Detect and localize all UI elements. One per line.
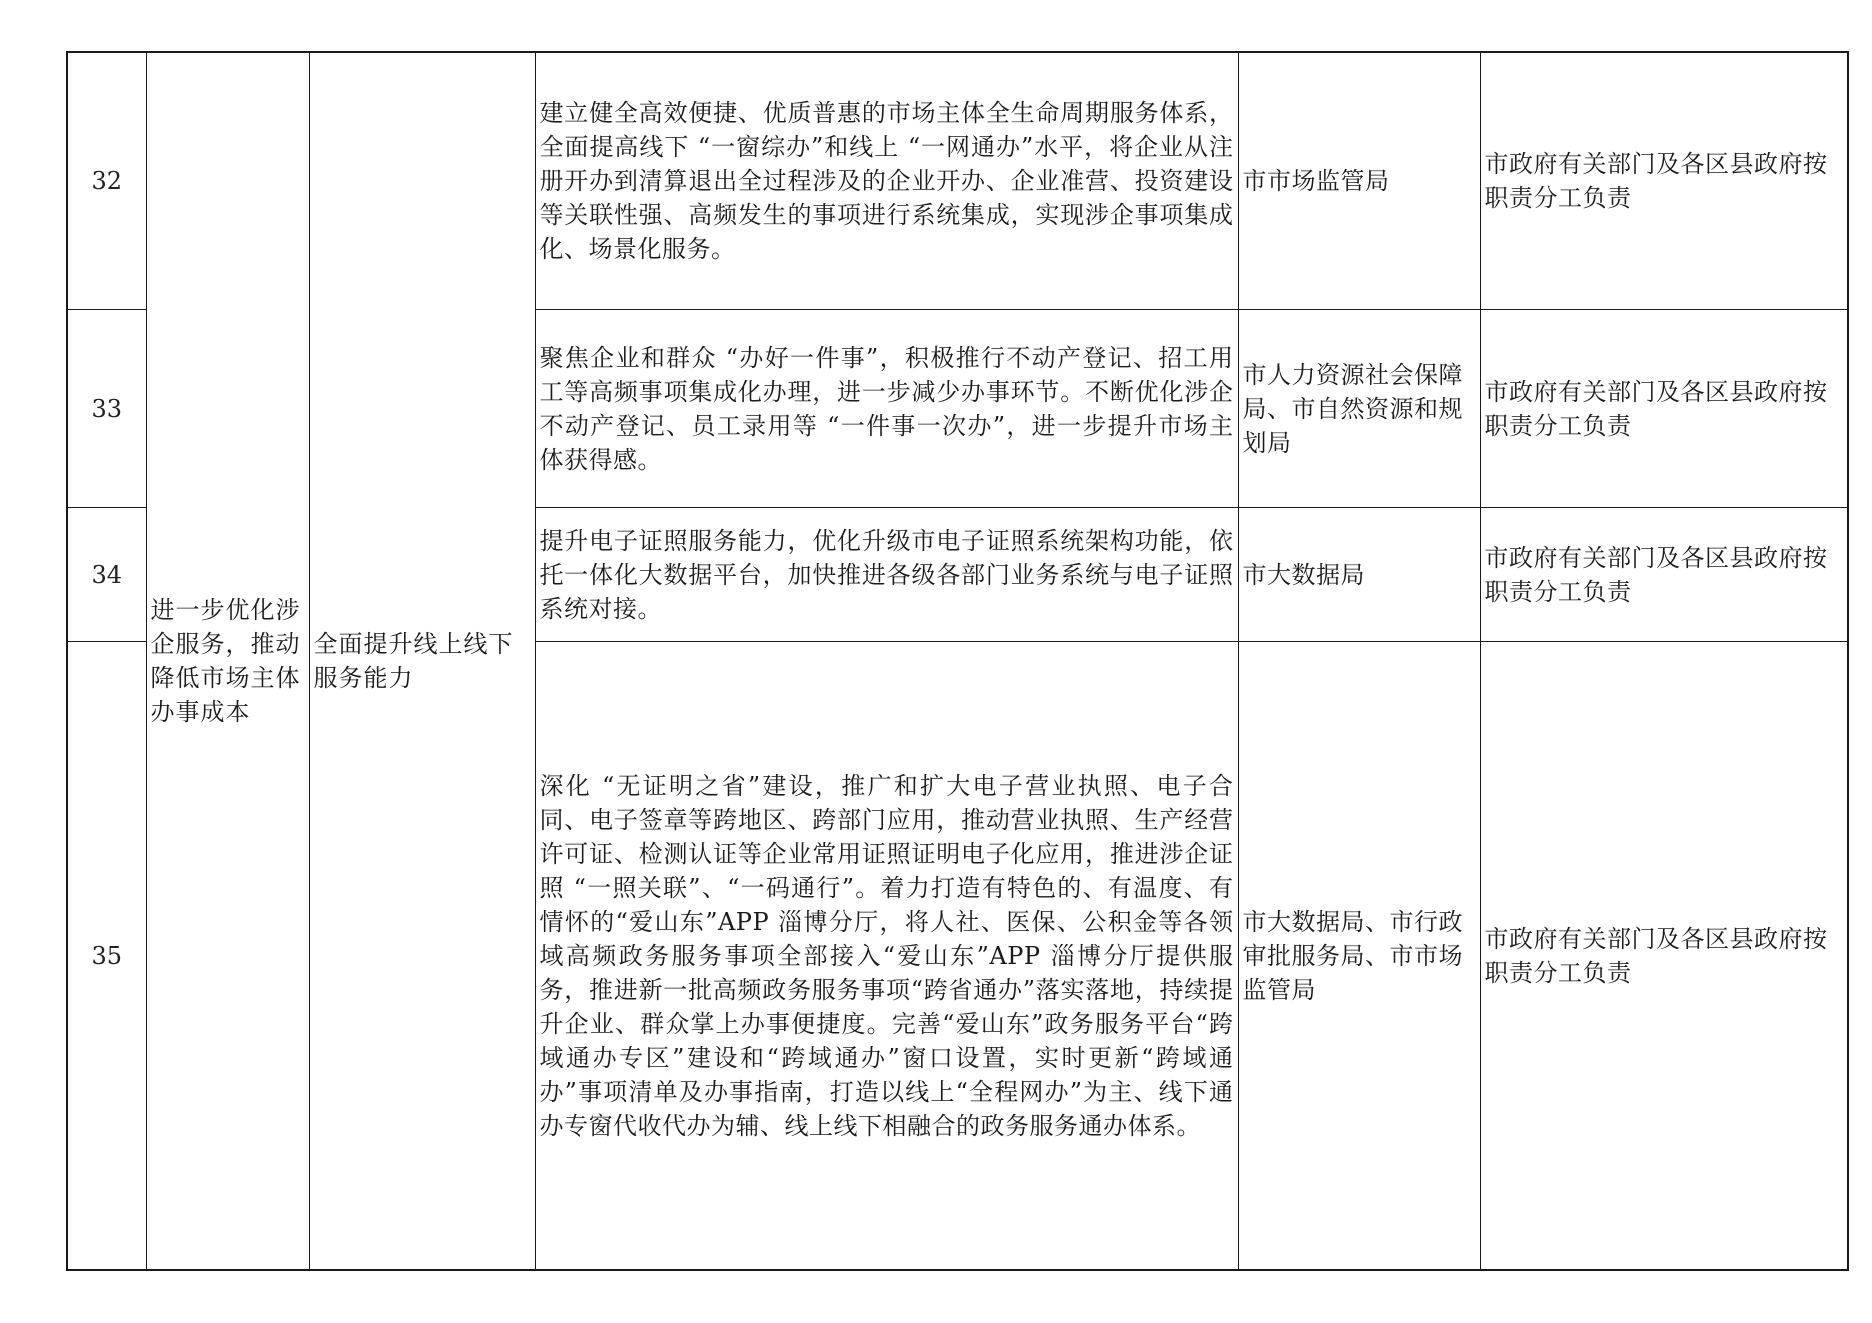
task-description: 建立健全高效便捷、优质普惠的市场主体全生命周期服务体系，全面提高线下 “一窗综办”和线上 “一网通办”水平，将企业从注册开办到清算退出全过程涉及的企业开办、企业准营、投资建设等关联性强、高频发生的事项进行系统集成，实现涉企事项集成化、场景化服务。 (535, 52, 1238, 310)
responsible-parties: 市政府有关部门及各区县政府按职责分工负责 (1480, 642, 1848, 1271)
policy-task-table (66, 51, 1849, 1271)
lead-department: 市人力资源社会保障局、市自然资源和规划局 (1238, 310, 1480, 508)
lead-department: 市市场监管局 (1238, 52, 1480, 310)
row-number: 33 (67, 310, 146, 508)
table-row (67, 52, 1848, 310)
responsible-parties: 市政府有关部门及各区县政府按职责分工负责 (1480, 508, 1848, 642)
lead-department: 市大数据局、市行政审批服务局、市市场监管局 (1238, 642, 1480, 1271)
row-number: 35 (67, 642, 146, 1271)
task-category: 进一步优化涉企服务，推动降低市场主体办事成本 (146, 52, 309, 1270)
task-description: 提升电子证照服务能力，优化升级市电子证照系统架构功能，依托一体化大数据平台，加快推进各级各部门业务系统与电子证照系统对接。 (535, 508, 1238, 642)
task-subcategory: 全面提升线上线下服务能力 (309, 52, 535, 1270)
responsible-parties: 市政府有关部门及各区县政府按职责分工负责 (1480, 52, 1848, 310)
row-number: 34 (67, 508, 146, 642)
task-description: 聚焦企业和群众 “办好一件事”，积极推行不动产登记、招工用工等高频事项集成化办理，进一步减少办事环节。不断优化涉企不动产登记、员工录用等 “一件事一次办”，进一步提升市场主体获得感。 (535, 310, 1238, 508)
task-description: 深化 “无证明之省”建设，推广和扩大电子营业执照、电子合同、电子签章等跨地区、跨部门应用，推动营业执照、生产经营许可证、检测认证等企业常用证照证明电子化应用，推进涉企证照 “一照关联”、“一码通行”。着力打造有特色的、有温度、有情怀的“爱山东”APP 淄博分厅，将人社、医保、公积金等各领域高频政务服务事项全部接入“爱山东”APP 淄博分厅提供服务，推进新一批高频政务服务事项“跨省通办”落实落地，持续提升企业、群众掌上办事便捷度。完善“爱山东”政务服务平台“跨域通办专区”建设和“跨域通办”窗口设置，实时更新“跨域通办”事项清单及办事指南，打造以线上“全程网办”为主、线下通办专窗代收代办为辅、线上线下相融合的政务服务通办体系。 (535, 642, 1238, 1271)
responsible-parties: 市政府有关部门及各区县政府按职责分工负责 (1480, 310, 1848, 508)
lead-department: 市大数据局 (1238, 508, 1480, 642)
row-number: 32 (67, 52, 146, 310)
